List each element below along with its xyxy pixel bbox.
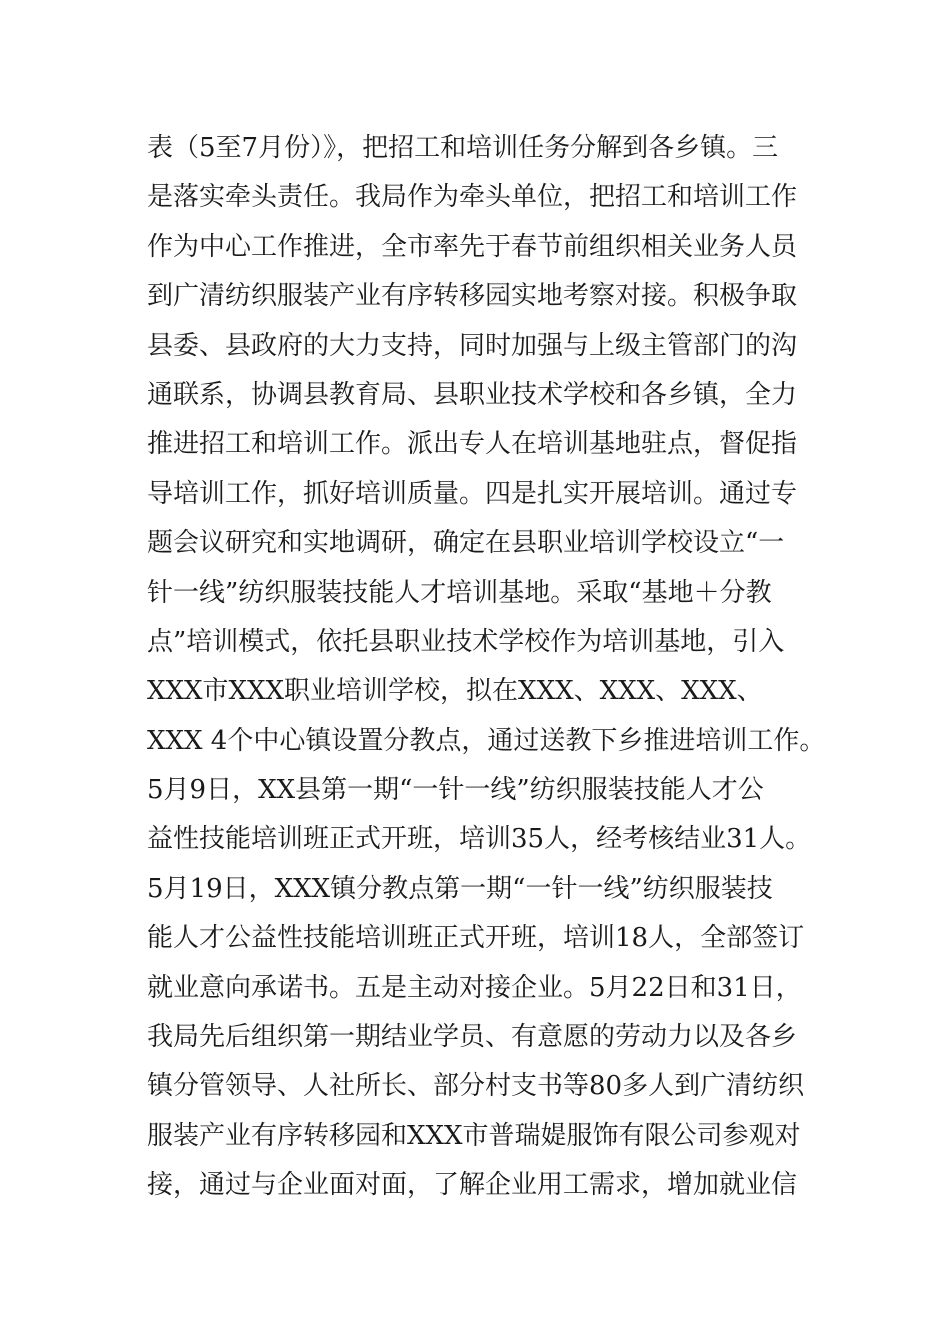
text-line: 县委、县政府的大力支持，同时加强与上级主管部门的沟	[147, 330, 798, 361]
text-line: XXX 4个中心镇设置分教点，通过送教下乡推进培训工作。	[147, 725, 826, 756]
text-line: 5月9日，XX县第一期“一针一线”纺织服装技能人才公	[147, 775, 764, 806]
text-line: 点”培训模式，依托县职业技术学校作为培训基地，引入	[147, 626, 785, 657]
text-line: 推进招工和培训工作。派出专人在培训基地驻点，督促指	[147, 429, 798, 460]
text-line: 就业意向承诺书。五是主动对接企业。5月22日和31日，	[147, 972, 802, 1003]
text-line: 导培训工作，抓好培训质量。四是扎实开展培训。通过专	[147, 478, 798, 509]
text-line: 表（5至7月份）》，把招工和培训任务分解到各乡镇。三	[147, 133, 779, 163]
body-text	[147, 124, 837, 1211]
text-line: XXX市XXX职业培训学校，拟在XXX、XXX、XXX、	[147, 676, 763, 707]
text-line: 到广清纺织服装产业有序转移园实地考察对接。积极争取	[147, 281, 798, 312]
text-line: 镇分管领导、人社所长、部分村支书等80多人到广清纺织	[147, 1071, 805, 1102]
text-line: 我局先后组织第一期结业学员、有意愿的劳动力以及各乡	[147, 1022, 798, 1053]
text-line: 服装产业有序转移园和XXX市普瑞媞服饰有限公司参观对	[147, 1120, 801, 1151]
text-line: 通联系，协调县教育局、县职业技术学校和各乡镇，全力	[147, 379, 798, 410]
text-line: 接，通过与企业面对面，了解企业用工需求，增加就业信	[147, 1170, 798, 1201]
text-line: 能人才公益性技能培训班正式开班，培训18人，全部签订	[147, 923, 805, 954]
text-line: 5月19日，XXX镇分教点第一期“一针一线”纺织服装技	[147, 873, 773, 904]
text-line: 作为中心工作推进，全市率先于春节前组织相关业务人员	[147, 231, 798, 262]
text-line: 针一线”纺织服装技能人才培训基地。采取“基地＋分教	[147, 577, 772, 608]
text-line: 益性技能培训班正式开班，培训35人，经考核结业31人。	[147, 824, 812, 855]
text-line: 题会议研究和实地调研，确定在县职业培训学校设立“一	[147, 528, 785, 559]
text-line: 是落实牵头责任。我局作为牵头单位，把招工和培训工作	[147, 182, 798, 213]
